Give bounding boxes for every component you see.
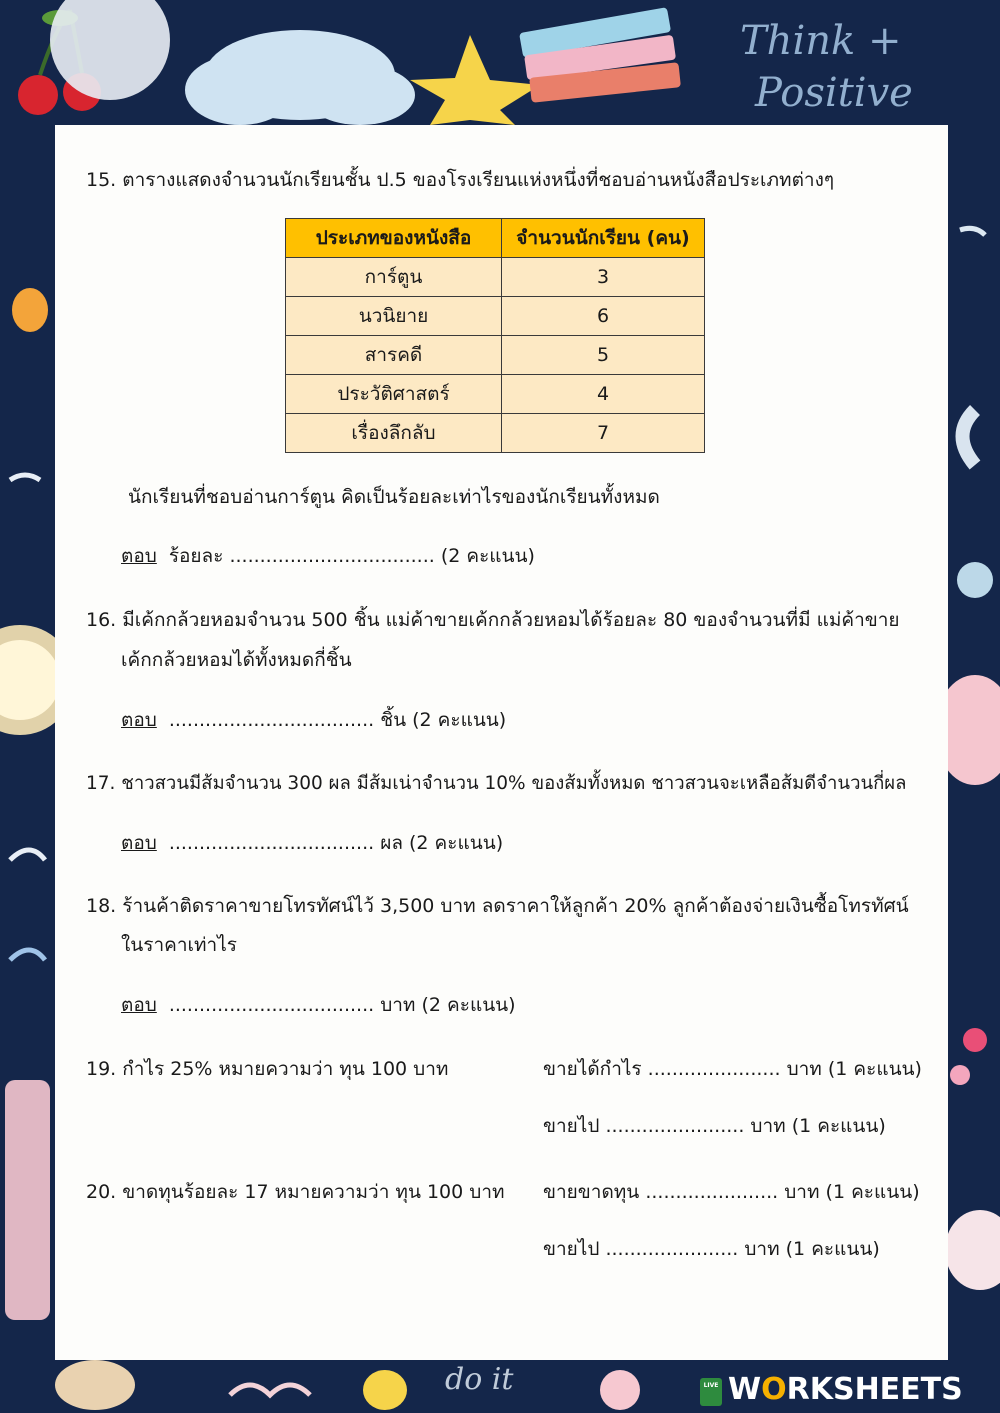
book-type-cell: การ์ตูน — [286, 258, 502, 297]
q15-answer-blank[interactable]: ร้อยละ .................................. (2 คะแนน) — [168, 545, 535, 567]
q20-text: 20. ขาดทุนร้อยละ 17 หมายความว่า ทุน 100 บาท — [86, 1181, 505, 1203]
q19-profit-answer[interactable]: ขายได้กำไร ...................... บาท (1 คะแนน) — [543, 1058, 922, 1080]
q18-text-line2: ในราคาเท่าไร — [121, 934, 237, 956]
book-type-cell: เรื่องลึกลับ — [286, 414, 502, 453]
q18-answer-blank[interactable]: .................................. บาท (2 คะแนน) — [168, 994, 516, 1016]
star-icon — [410, 35, 540, 125]
q20-loss-answer[interactable]: ขายขาดทุน ...................... บาท (1 คะแนน) — [543, 1181, 920, 1203]
table-row — [286, 375, 705, 414]
count-cell: 7 — [502, 414, 705, 453]
count-cell: 5 — [502, 336, 705, 375]
header-book-type: ประเภทของหนังสือ — [286, 219, 502, 258]
q15-subquestion: นักเรียนที่ชอบอ่านการ์ตูน คิดเป็นร้อยละเท่าไรของนักเรียนทั้งหมด — [128, 486, 660, 508]
q16-text-line1: 16. มีเค้กกล้วยหอมจำนวน 500 ชิ้น แม่ค้าขายเค้กกล้วยหอมได้ร้อยละ 80 ของจำนวนที่มี แม่ค้าขาย — [86, 609, 900, 631]
q19-sell-answer[interactable]: ขายไป ....................... บาท (1 คะแนน) — [543, 1115, 886, 1137]
cherry-icon — [18, 75, 58, 115]
answer-label: ตอบ — [121, 994, 157, 1016]
liveworksheets-brand: WORKSHEETS — [728, 1372, 963, 1407]
q19-text: 19. กำไร 25% หมายความว่า ทุน 100 บาท — [86, 1058, 449, 1080]
q16-answer — [121, 705, 506, 735]
q18-text-line1: 18. ร้านค้าติดราคาขายโทรทัศน์ไว้ 3,500 บาท ลดราคาให้ลูกค้า 20% ลูกค้าต้องจ่ายเงินซื้อโทรทัศน์ — [86, 895, 909, 917]
q20-sell-answer[interactable]: ขายไป ...................... บาท (1 คะแนน) — [543, 1238, 880, 1260]
q15-text: 15. ตารางแสดงจำนวนนักเรียนชั้น ป.5 ของโรงเรียนแห่งหนึ่งที่ชอบอ่านหนังสือประเภทต่างๆ — [86, 169, 835, 191]
count-cell: 3 — [502, 258, 705, 297]
book-type-cell: นวนิยาย — [286, 297, 502, 336]
answer-label: ตอบ — [121, 832, 157, 854]
table-row — [286, 336, 705, 375]
brand-o: O — [761, 1372, 787, 1407]
q16-text-line2: เค้กกล้วยหอมได้ทั้งหมดกี่ชิ้น — [121, 649, 352, 671]
q17-text: 17. ชาวสวนมีส้มจำนวน 300 ผล มีส้มเน่าจำนวน 10% ของส้มทั้งหมด ชาวสวนจะเหลือส้มดีจำนวนกี่ผล — [86, 773, 907, 794]
do-it-text: do it — [445, 1362, 514, 1397]
answer-label: ตอบ — [121, 545, 157, 567]
count-cell: 4 — [502, 375, 705, 414]
table-row — [286, 297, 705, 336]
table-header-row — [286, 219, 705, 258]
q17-answer-blank[interactable]: .................................. ผล (2 คะแนน) — [168, 832, 504, 854]
book-types-table — [285, 218, 705, 453]
count-cell: 6 — [502, 297, 705, 336]
book-type-cell: ประวัติศาสตร์ — [286, 375, 502, 414]
q18-answer — [121, 990, 516, 1020]
q17-answer — [121, 828, 503, 858]
think-text: Think + — [740, 18, 902, 64]
answer-label: ตอบ — [121, 709, 157, 731]
brand-live: LIVE — [703, 1382, 719, 1389]
positive-text: Positive — [755, 70, 913, 116]
q15-answer — [121, 541, 535, 571]
table-row — [286, 414, 705, 453]
header-student-count: จำนวนนักเรียน (คน) — [502, 219, 705, 258]
liveworksheets-logo-icon — [700, 1378, 722, 1406]
table-row — [286, 258, 705, 297]
q16-answer-blank[interactable]: .................................. ชิ้น (2 คะแนน) — [168, 709, 507, 731]
book-type-cell: สารคดี — [286, 336, 502, 375]
